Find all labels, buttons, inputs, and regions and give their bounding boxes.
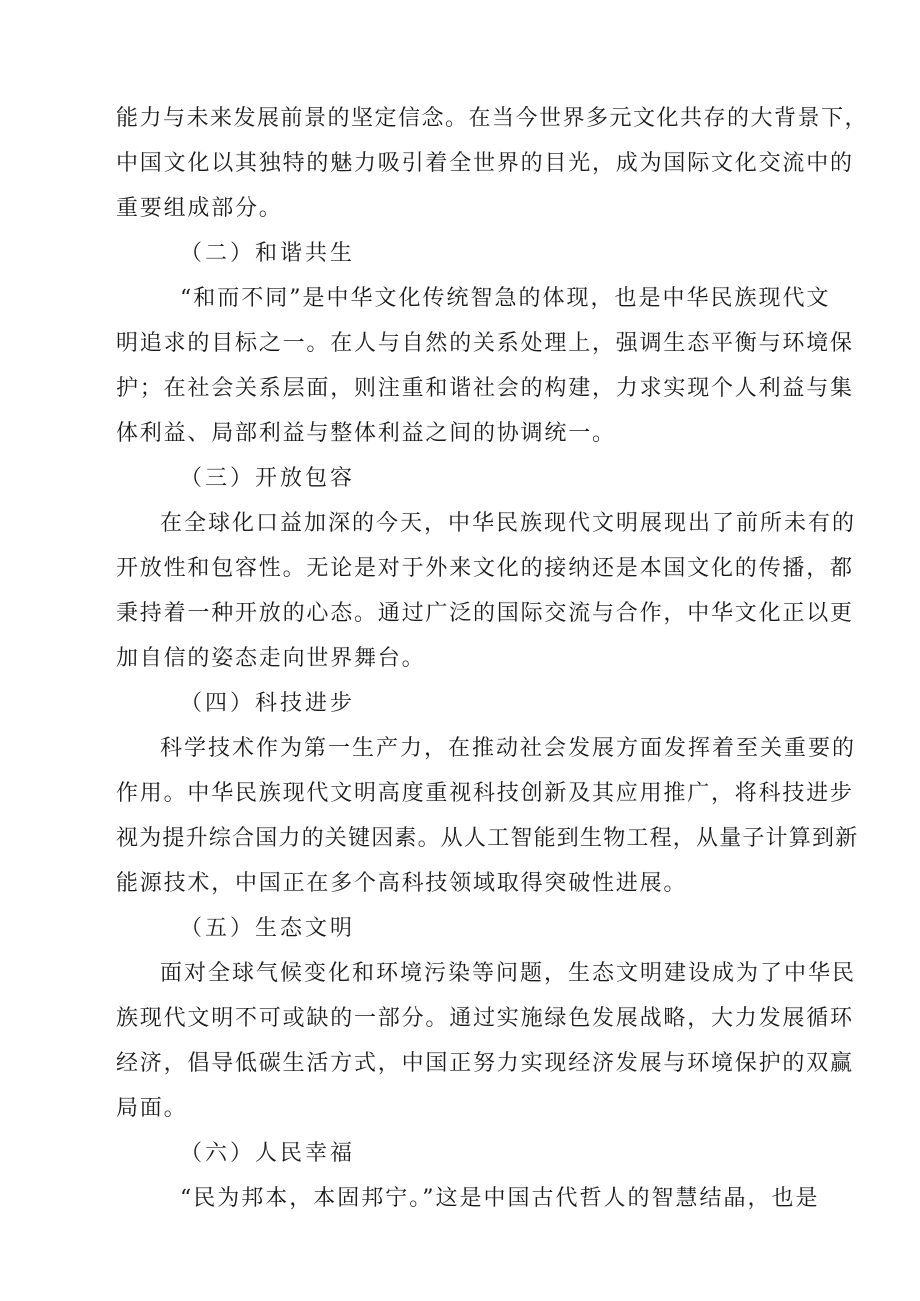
section-heading: （二）和谐共生	[180, 241, 356, 266]
paragraph-line: 重要组成部分。	[116, 196, 283, 221]
paragraph-line: “民为邦本，本固邦宁。”这是中国古代哲人的智慧结晶，也是	[180, 1186, 820, 1211]
paragraph-line: 能源技术，中国正在多个高科技领域取得突破性进展。	[116, 871, 688, 896]
paragraph-line: 面对全球气候变化和环境污染等问题，生态文明建设成为了中华民	[160, 961, 857, 986]
paragraph-line: 族现代文明不可或缺的一部分。通过实施绿色发展战略，大力发展循环	[116, 1006, 854, 1031]
paragraph-line: 在全球化口益加深的今天，中华民族现代文明展现出了前所未有的	[160, 511, 857, 536]
paragraph-line: 中国文化以其独特的魅力吸引着全世界的目光，成为国际文化交流中的	[116, 151, 854, 176]
section-heading: （三）开放包容	[180, 466, 356, 491]
paragraph-line: 明追求的目标之一。在人与自然的关系处理上，强调生态平衡与环境保	[116, 331, 854, 356]
paragraph-line: 科学技术作为第一生产力，在推动社会发展方面发挥着至关重要的	[160, 736, 857, 761]
paragraph-line: 作用。中华民族现代文明高度重视科技创新及其应用推广，将科技进步	[116, 781, 854, 806]
paragraph-line: 开放性和包容性。无论是对于外来文化的接纳还是本国文化的传播，都	[116, 556, 854, 581]
paragraph-line: 体利益、局部利益与整体利益之间的协调统一。	[116, 421, 616, 446]
paragraph-line: 加自信的姿态走向世界舞台。	[116, 646, 426, 671]
paragraph-line: 经济，倡导低碳生活方式，中国正努力实现经济发展与环境保护的双赢	[116, 1051, 854, 1076]
paragraph-line: 秉持着一种开放的心态。通过广泛的国际交流与合作，中华文化正以更	[116, 601, 854, 626]
paragraph-line: 护；在社会关系层面，则注重和谐社会的构建，力求实现个人利益与集	[116, 376, 854, 401]
section-heading: （五）生态文明	[180, 916, 356, 941]
paragraph-line: 局面。	[116, 1096, 188, 1121]
paragraph-line: 视为提升综合国力的关键因素。从人工智能到生物工程，从量子计算到新	[116, 826, 859, 851]
paragraph-line: 能力与未来发展前景的坚定信念。在当今世界多元文化共存的大背景下，	[116, 106, 869, 131]
section-heading: （六）人民幸福	[180, 1141, 356, 1166]
paragraph-line: “和而不同”是中华文化传统智急的体现，也是中华民族现代文	[180, 286, 831, 311]
section-heading: （四）科技进步	[180, 691, 356, 716]
